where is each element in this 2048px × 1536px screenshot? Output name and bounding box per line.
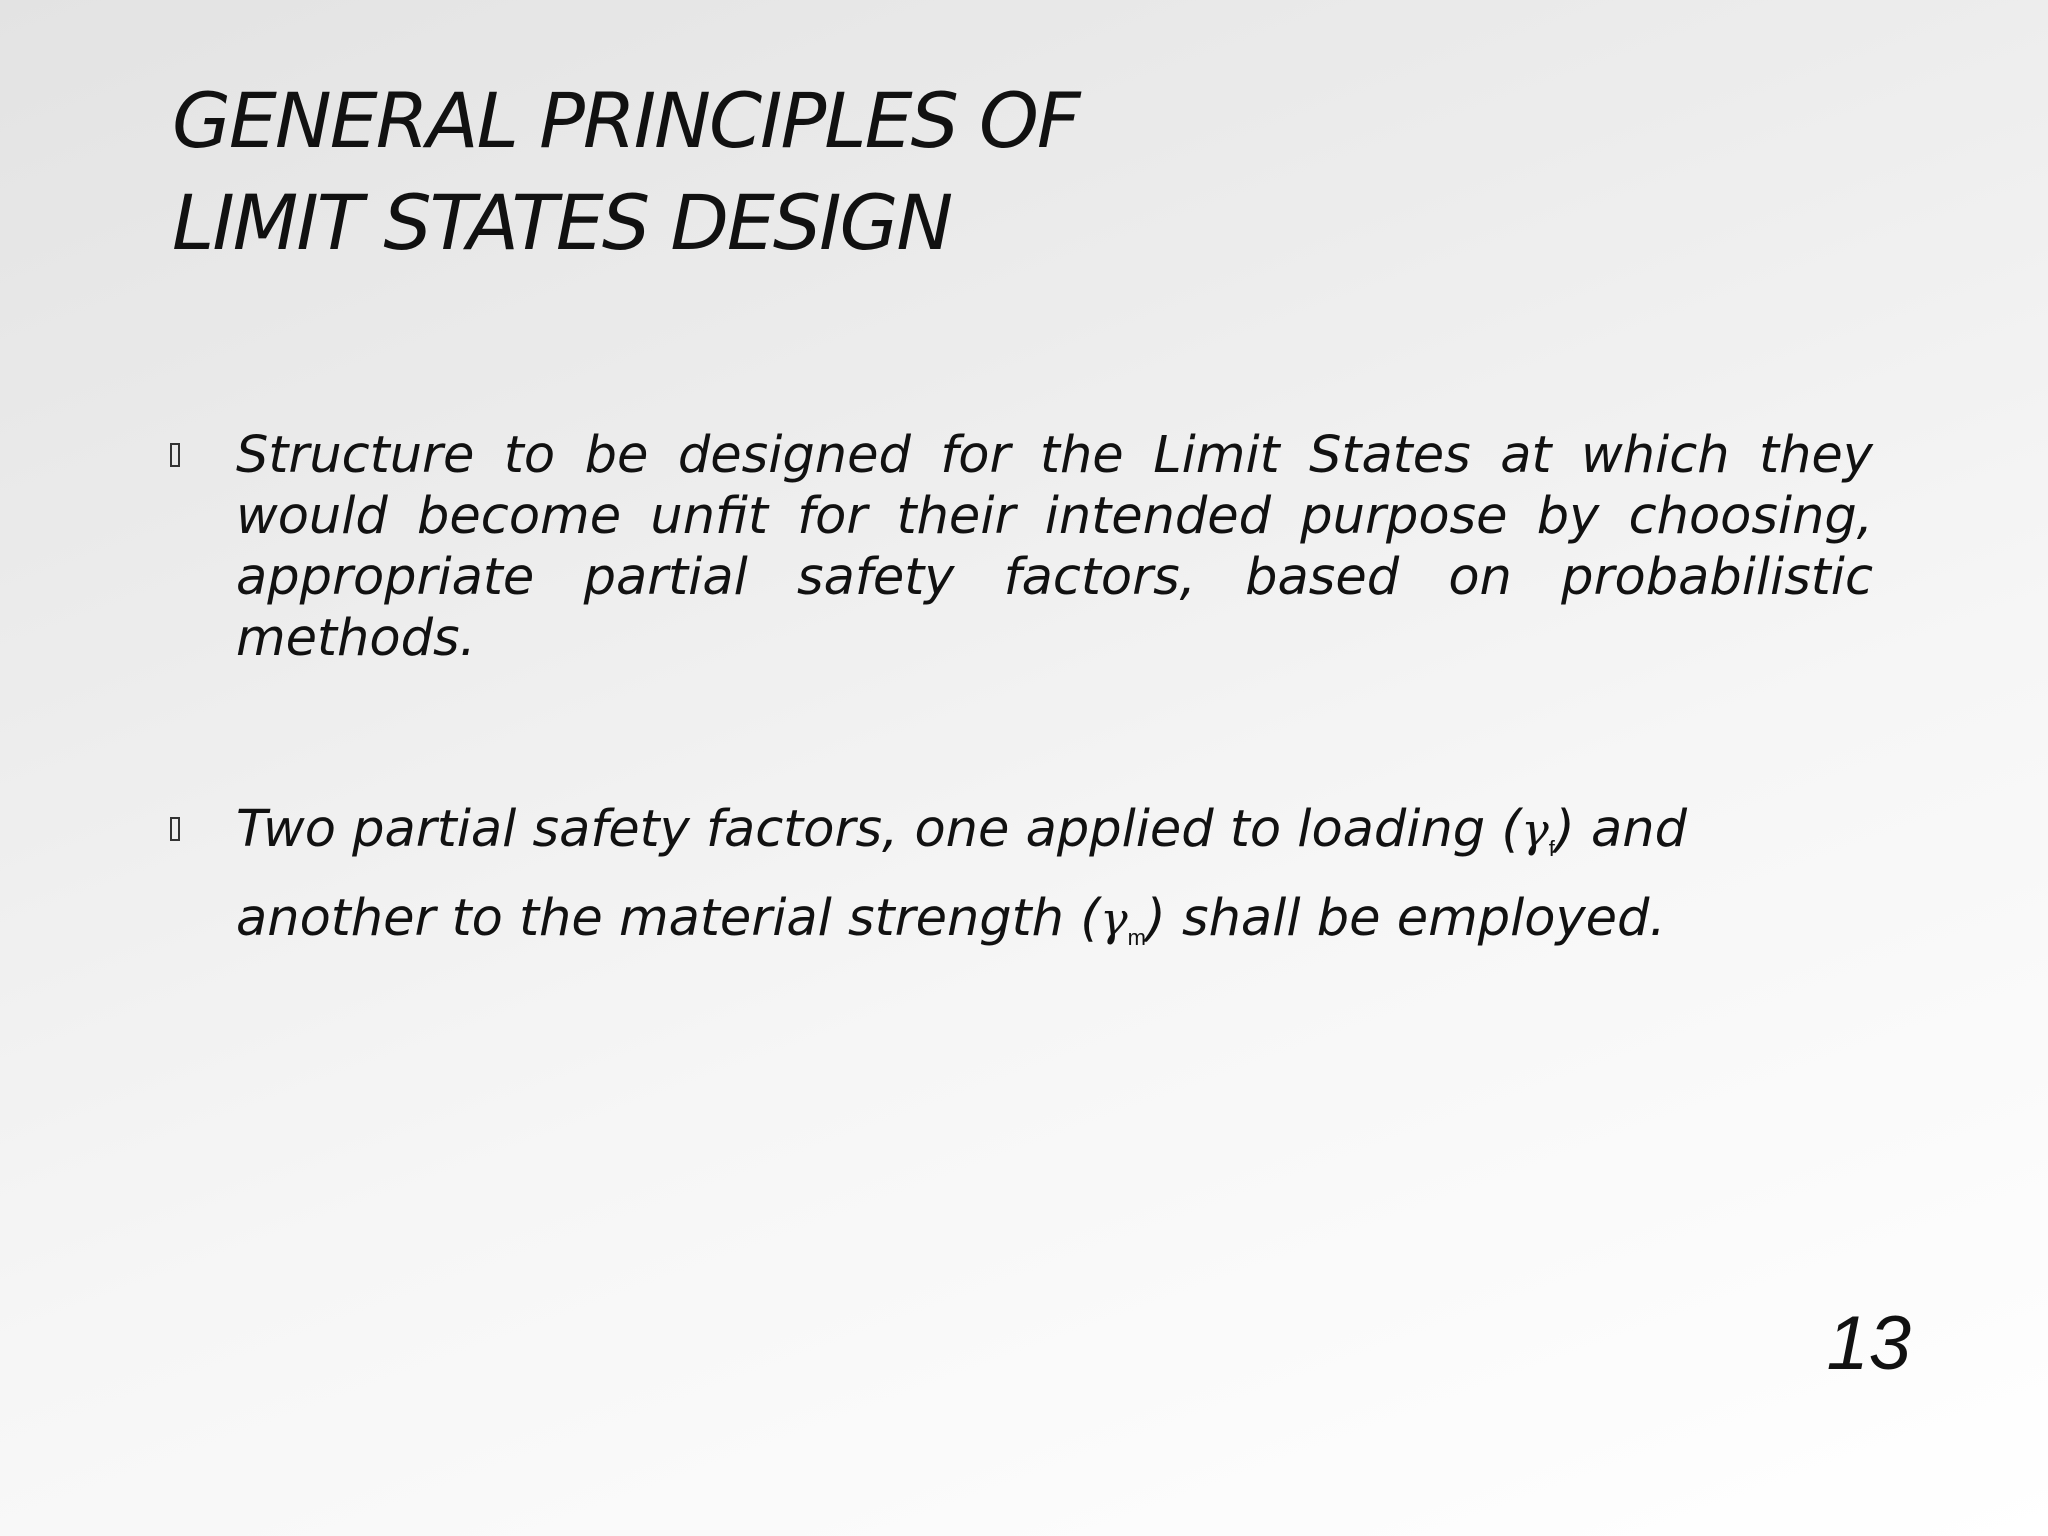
square-bullet-icon bbox=[170, 443, 180, 467]
bullet-item bbox=[168, 795, 1873, 973]
bullet-text-part-2: ) and another to the material strength ( bbox=[236, 800, 1687, 948]
bullet-list bbox=[168, 425, 1873, 973]
gamma-subscript-m: m bbox=[1127, 925, 1146, 950]
slide-title bbox=[172, 70, 1672, 274]
gamma-symbol: γ bbox=[1100, 892, 1128, 946]
gamma-subscript-f: f bbox=[1548, 836, 1555, 861]
bullet-text-part-3: ) shall be employed. bbox=[1145, 889, 1666, 948]
bullet-text: Structure to be designed for the Limit States at which they would become unfit for their intended purpose by choosing, appropriate partial safety factors, based on probabilistic methods. bbox=[236, 426, 1873, 668]
slide-title-line-1: GENERAL PRINCIPLES OF bbox=[172, 76, 1079, 165]
bullet-item bbox=[168, 425, 1873, 669]
bullet-text-part-1: Two partial safety factors, one applied to loading ( bbox=[236, 800, 1522, 859]
square-bullet-icon bbox=[170, 817, 180, 841]
gamma-symbol: γ bbox=[1521, 803, 1549, 857]
slide-title-line-2: LIMIT STATES DESIGN bbox=[172, 178, 952, 267]
page-number: 13 bbox=[1826, 1301, 1911, 1386]
